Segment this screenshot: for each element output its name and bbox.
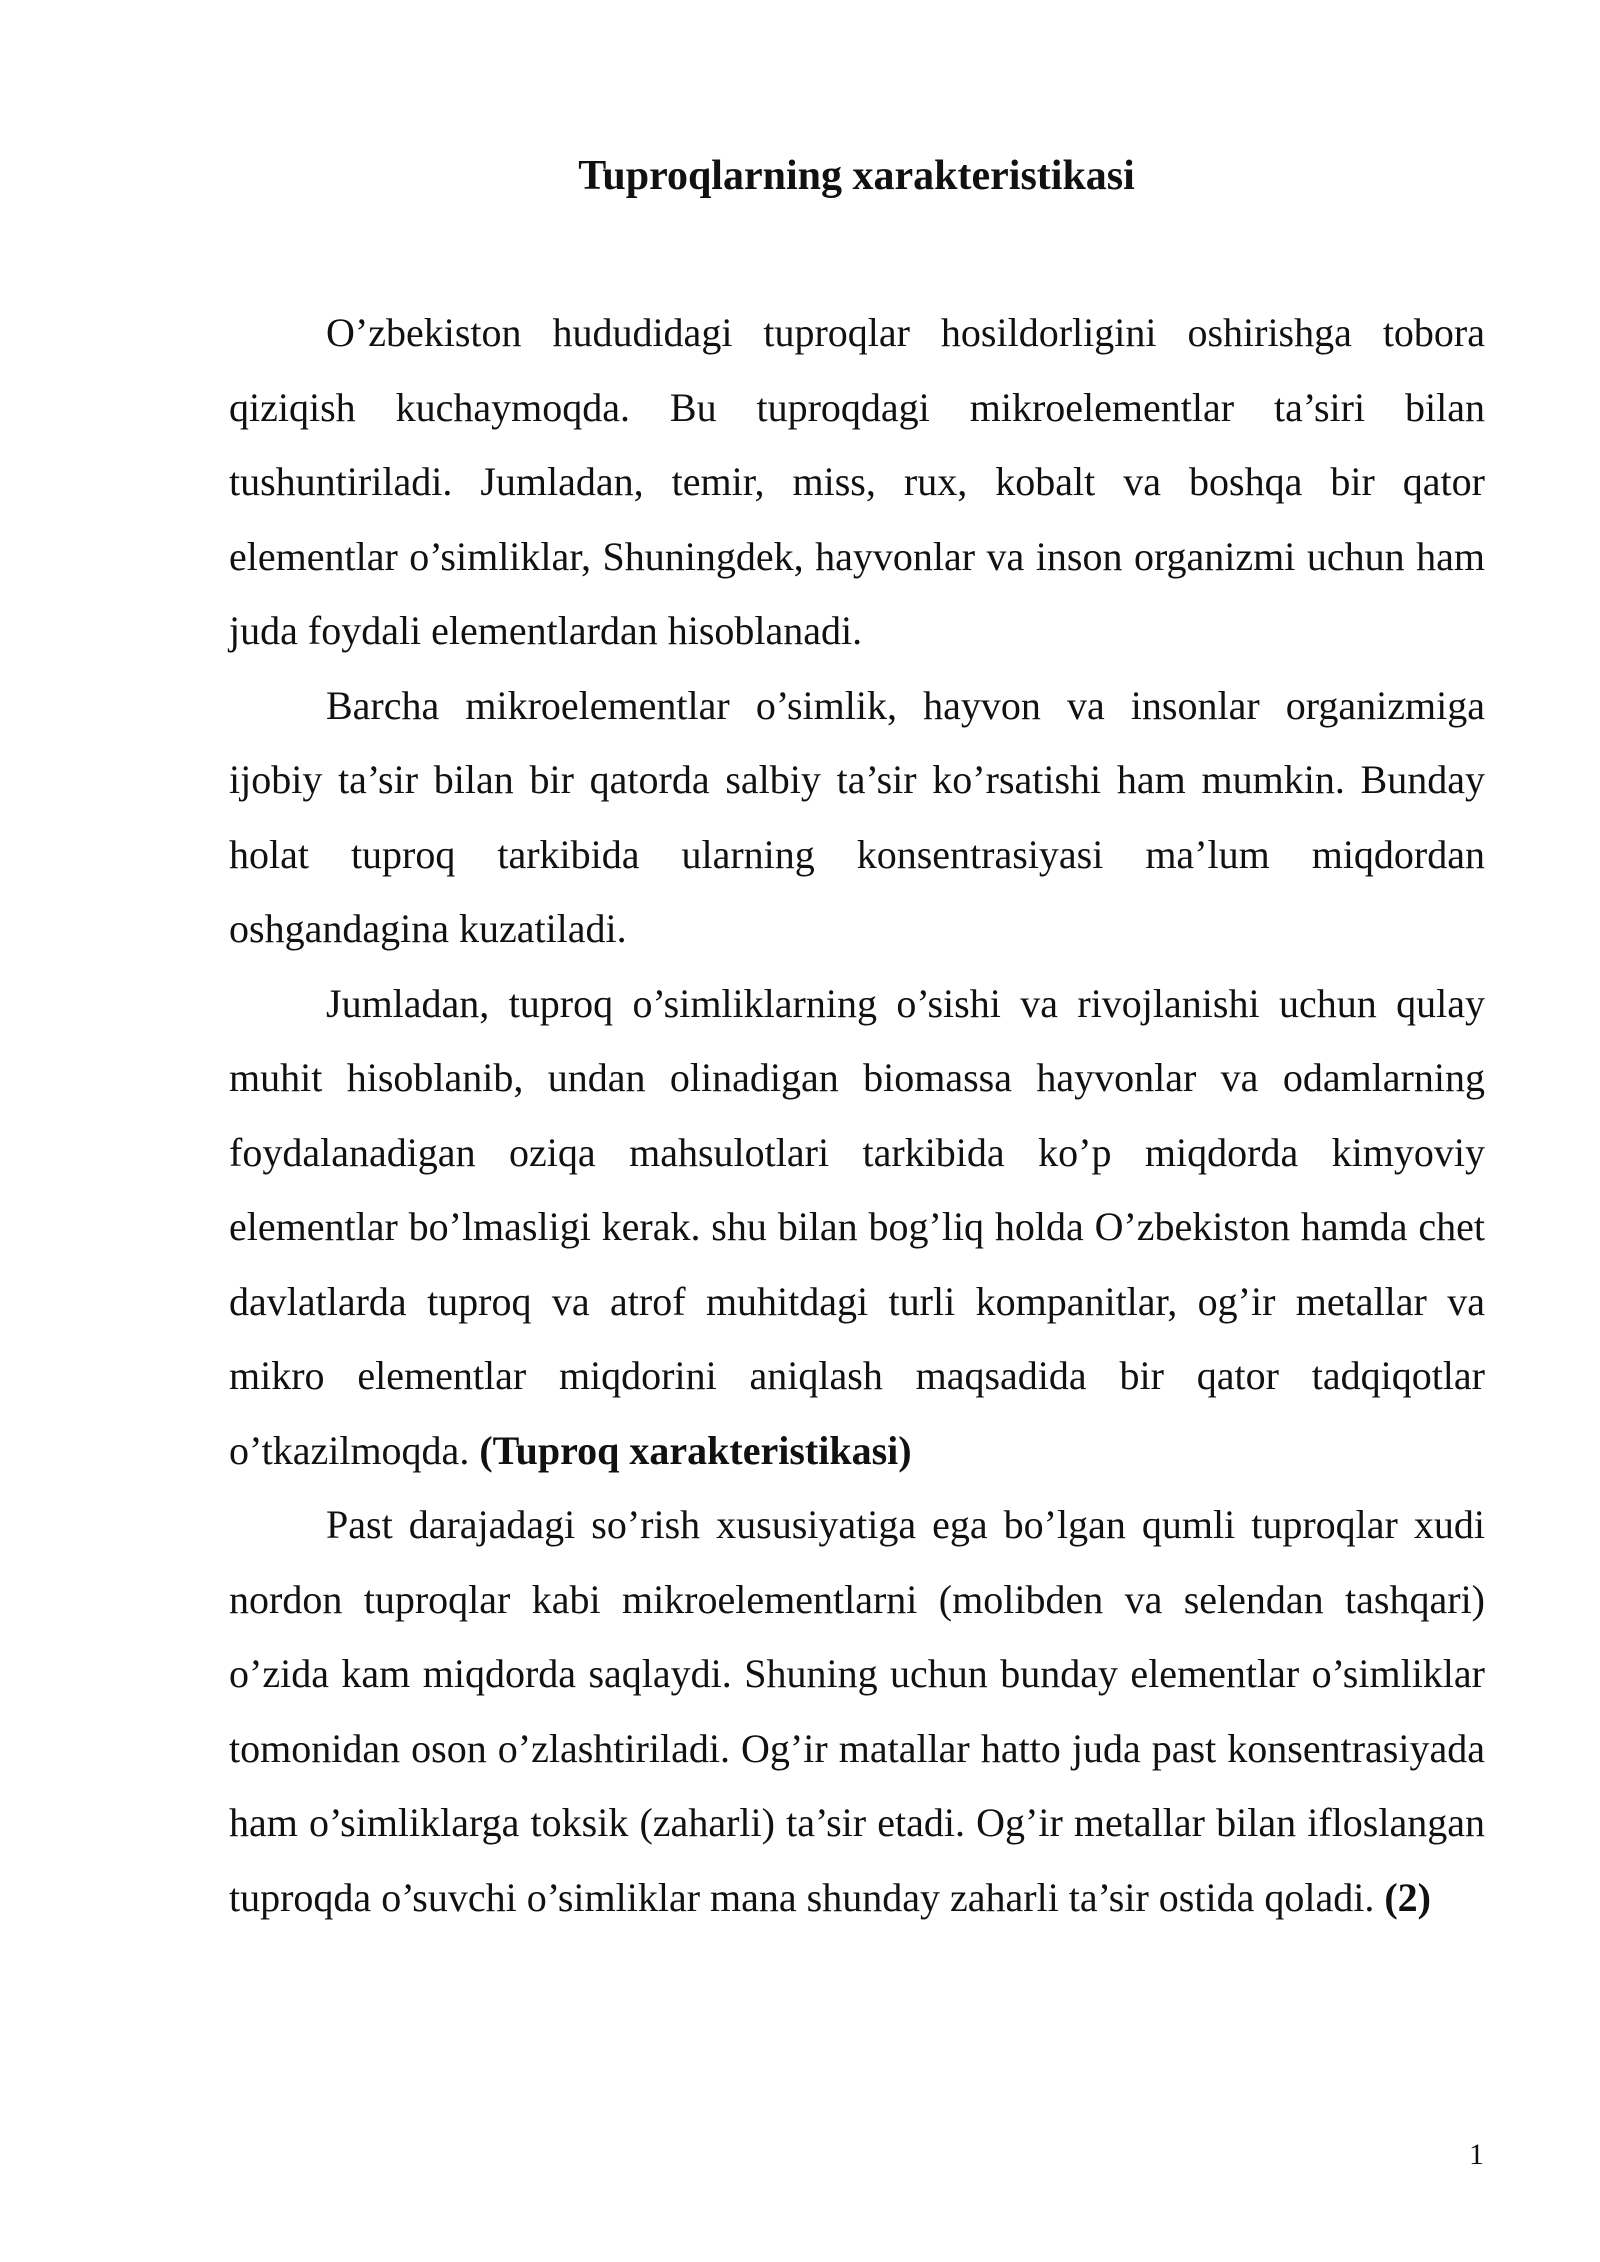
- paragraph: [229, 669, 1485, 967]
- paragraph: [229, 1488, 1485, 1935]
- paragraph: [229, 967, 1485, 1489]
- page-number: 1: [1469, 2138, 1484, 2171]
- paragraph-text: O’zbekiston hududidagi tuproqlar hosildorligini oshirishga tobora qiziqish kuchaymoqda. Bu tuproqdagi mikroelementlar ta’siri bilan tushuntiriladi. Jumladan, temir, miss, rux, kobalt va boshqa bir qator elementlar o’simliklar, Shuningdek, hayvonlar va inson organizmi uchun ham juda foydali elementlardan hisoblanadi.: [229, 310, 1485, 653]
- paragraph: [229, 296, 1485, 669]
- document-body: [229, 296, 1485, 1935]
- citation-reference: (2): [1384, 1874, 1431, 1920]
- citation-reference: (Tuproq xarakteristikasi): [479, 1427, 912, 1473]
- document-title: Tuproqlarning xarakteristikasi: [578, 153, 1135, 199]
- paragraph-text: Barcha mikroelementlar o’simlik, hayvon va insonlar organizmiga ijobiy ta’sir bilan bir qatorda salbiy ta’sir ko’rsatishi ham mumkin. Bunday holat tuproq tarkibida ularning konsentrasiyasi ma’lum miqdordan oshgandagina kuzatiladi.: [229, 682, 1485, 951]
- paragraph-text: Jumladan, tuproq o’simliklarning o’sishi va rivojlanishi uchun qulay muhit hisoblanib, undan olinadigan biomassa hayvonlar va odamlarning foydalanadigan oziqa mahsulotlari tarkibida ko’p miqdorda kimyoviy elementlar bo’lmasligi kerak. shu bilan bog’liq holda O’zbekiston hamda chet davlatlarda tuproq va atrof muhitdagi turli kompanitlar, og’ir metallar va mikro elementlar miqdorini aniqlash maqsadida bir qator tadqiqotlar o’tkazilmoqda.: [229, 980, 1485, 1473]
- paragraph-text: Past darajadagi so’rish xususiyatiga ega bo’lgan qumli tuproqlar xudi nordon tuproqlar kabi mikroelementlarni (molibden va selendan tashqari) o’zida kam miqdorda saqlaydi. Shuning uchun bunday elementlar o’simliklar tomonidan oson o’zlashtiriladi. Og’ir matallar hatto juda past konsentrasiyada ham o’simliklarga toksik (zaharli) ta’sir etadi. Og’ir metallar bilan ifloslangan tuproqda o’suvchi o’simliklar mana shunday zaharli ta’sir ostida qoladi.: [229, 1502, 1485, 1920]
